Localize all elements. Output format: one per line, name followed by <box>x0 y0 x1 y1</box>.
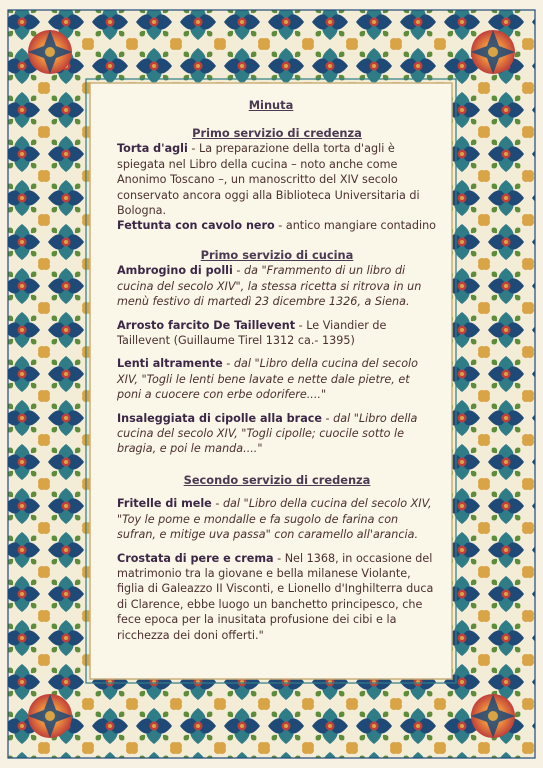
dish-separator: - <box>222 357 234 371</box>
dish-name: Ambrogino di polli <box>117 264 233 278</box>
menu-item <box>117 263 437 309</box>
corner-ornament-bottom-right <box>471 694 515 738</box>
section-title: Secondo servizio di credenza <box>183 473 371 487</box>
menu-item <box>117 551 437 643</box>
dish-description: dal "Libro della cucina del secolo XIV, "Togli cipolle; cuocile sotto le bragia, e poi le manda...." <box>117 411 418 456</box>
menu-item <box>117 141 437 218</box>
menu-item <box>117 356 437 402</box>
corner-ornament-top-left <box>28 30 72 74</box>
section-title: Primo servizio di cucina <box>200 248 354 262</box>
dish-description: dal "Libro della cucina del secolo XIV, "Toy le pome e mondalle e fa sugolo de farina con sufran, e mitige uva passa" con caramello all'arancia. <box>117 497 432 542</box>
dish-name: Insaleggiata di cipolle alla brace <box>117 411 322 425</box>
dish-name: Fettunta con cavolo nero <box>117 219 275 233</box>
dish-name: Fritelle di mele <box>117 497 212 511</box>
dish-separator: - <box>295 318 307 332</box>
section-primo-servizio-cucina <box>117 248 437 457</box>
section-secondo-servizio-credenza <box>117 473 437 643</box>
dish-name: Lenti altramente <box>117 357 223 371</box>
section-title: Primo servizio di credenza <box>192 126 362 140</box>
dish-separator: - <box>273 551 285 565</box>
dish-description: Le Viandier de Taillevent (Guillaume Tirel 1312 ca.- 1395) <box>117 318 387 348</box>
menu-title: Minuta <box>248 98 294 112</box>
dish-description: La preparazione della torta d'agli è spiegata nel Libro della cucina – noto anche come Anonimo Toscano –, un manoscritto del XIV secolo conservato ancora oggi alla Biblioteca Universitaria di Bologna. <box>117 142 420 218</box>
corner-ornament-bottom-left <box>28 694 72 738</box>
dish-description: da "Frammento di un libro di cucina del secolo XIV", la stessa ricetta si ritrova in un menù festivo di martedì 23 dicembre 1326, a Siena. <box>117 264 422 309</box>
dish-separator: - <box>321 411 334 425</box>
dish-separator: - <box>232 264 245 278</box>
dish-description: Nel 1368, in occasione del matrimonio tra la giovane e bella milanese Violante, figlia di Galeazzo II Visconti, e Lionello d'Inghilterra duca di Clarence, ebbe luogo un banchetto principesco, che fece epoca per la inusitata profusione dei cibi e la ricchezza dei doni offerti." <box>117 551 434 642</box>
menu-item <box>117 318 437 349</box>
menu-item <box>117 218 437 233</box>
section-primo-servizio-credenza <box>117 126 437 234</box>
dish-description: dal "Libro della cucina del secolo XIV, "Togli le lenti bene lavate e nette dale pietre, et poni a cuocere con erbe odorifere...." <box>117 357 418 402</box>
dish-name: Arrosto farcito De Taillevent <box>117 318 296 332</box>
dish-separator: - <box>211 497 223 511</box>
dish-separator: - <box>187 142 199 156</box>
dish-description: antico mangiare contadino <box>285 219 437 233</box>
corner-ornament-top-right <box>471 30 515 74</box>
menu-item <box>117 496 437 542</box>
menu-item <box>117 411 437 457</box>
dish-name: Crostata di pere e crema <box>117 551 274 565</box>
menu-content <box>95 88 447 674</box>
dish-separator: - <box>274 219 286 233</box>
dish-name: Torta d'agli <box>117 142 188 156</box>
